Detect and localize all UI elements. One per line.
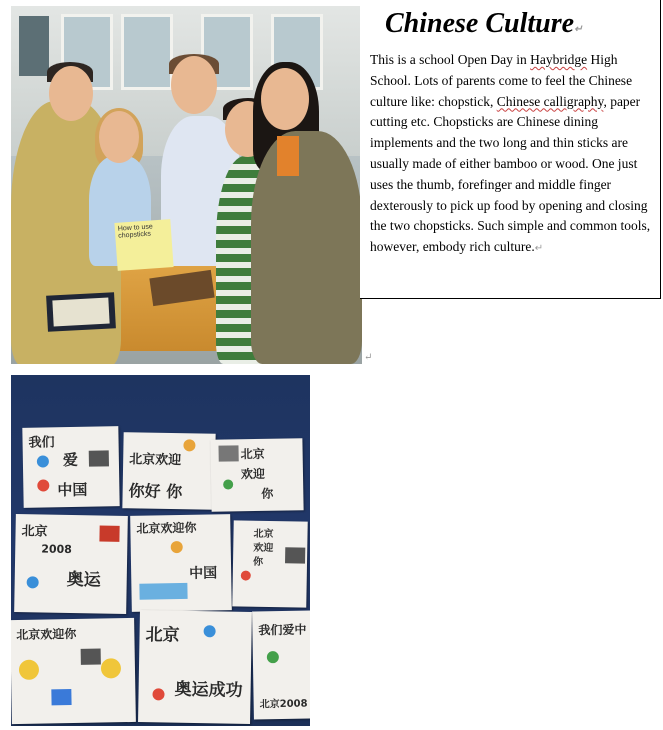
poster <box>232 520 307 607</box>
body-run: High School. Lots of parents come to feel the Chinese culture like: chopstick, <box>370 52 633 109</box>
poster-text: 北京欢迎你 <box>136 520 197 536</box>
chopsticks-sign: How to use chopsticks <box>114 219 173 271</box>
body-run: This is a school Open Day in <box>370 52 531 67</box>
paragraph-mark: ↵ <box>364 352 373 363</box>
poster-text: 欢迎 <box>253 542 274 555</box>
poster <box>22 426 119 508</box>
poster-text: 爱 <box>62 450 79 470</box>
poster-text: 北京欢迎 <box>129 452 182 469</box>
poster-text: 中国 <box>189 565 218 582</box>
paragraph-mark: ↵ <box>534 243 544 255</box>
poster-text: 奥运 <box>66 569 101 591</box>
text-box <box>360 0 661 299</box>
poster-text: 中国 <box>57 480 88 500</box>
poster-text: 你 <box>252 556 264 568</box>
poster <box>122 432 215 510</box>
man-left-head <box>49 66 93 121</box>
poster-text: 北京 <box>253 528 274 541</box>
poster-text: 北京 <box>145 625 180 646</box>
body-run: , paper cutting etc. Chopsticks are Chinese dining implements and the two long and thin sticks are usually made of either bamboo or wood. One just uses the thumb, forefinger and middle finger dexterously to pick up food by opening and closing the two chopsticks. Such simple and common tools, however, embody rich culture. <box>370 93 651 255</box>
man-center-head <box>171 56 217 114</box>
poster-text: 北京欢迎你 <box>16 626 77 642</box>
poster-text: 2008 <box>41 542 72 557</box>
paragraph-mark: ↵ <box>574 24 583 35</box>
poster-text: 我们爱中 <box>258 622 307 638</box>
misspelled-word: Haybridge <box>530 52 588 67</box>
poster-text: 欢迎 <box>240 466 266 482</box>
poster <box>252 611 310 720</box>
classroom-window <box>121 14 173 90</box>
classroom-board <box>19 16 49 76</box>
title-text: Chinese Culture <box>385 8 575 39</box>
poster-text: 北京2008 <box>259 698 308 711</box>
folder <box>46 292 116 332</box>
poster-text: 你好 你 <box>128 481 183 502</box>
poster-text: 我们 <box>28 435 55 451</box>
poster-text: 北京 <box>21 524 48 540</box>
poster-text: 奥运成功 <box>174 679 243 701</box>
open-day-photo <box>11 6 362 364</box>
woman-right <box>251 131 362 364</box>
poster <box>210 438 303 512</box>
misspelled-word: Chinese calligraphy <box>496 93 604 109</box>
poster <box>130 514 232 612</box>
woman-right-head <box>261 68 309 130</box>
girl-child-head <box>99 111 139 163</box>
poster <box>14 514 128 614</box>
poster-text: 北京 <box>240 446 265 462</box>
poster <box>138 610 252 724</box>
document-title <box>385 8 582 40</box>
poster <box>11 618 136 724</box>
body-paragraph <box>370 50 654 260</box>
posters-photo <box>11 375 310 726</box>
poster-text: 你 <box>261 486 274 501</box>
orange-scarf <box>277 136 299 176</box>
